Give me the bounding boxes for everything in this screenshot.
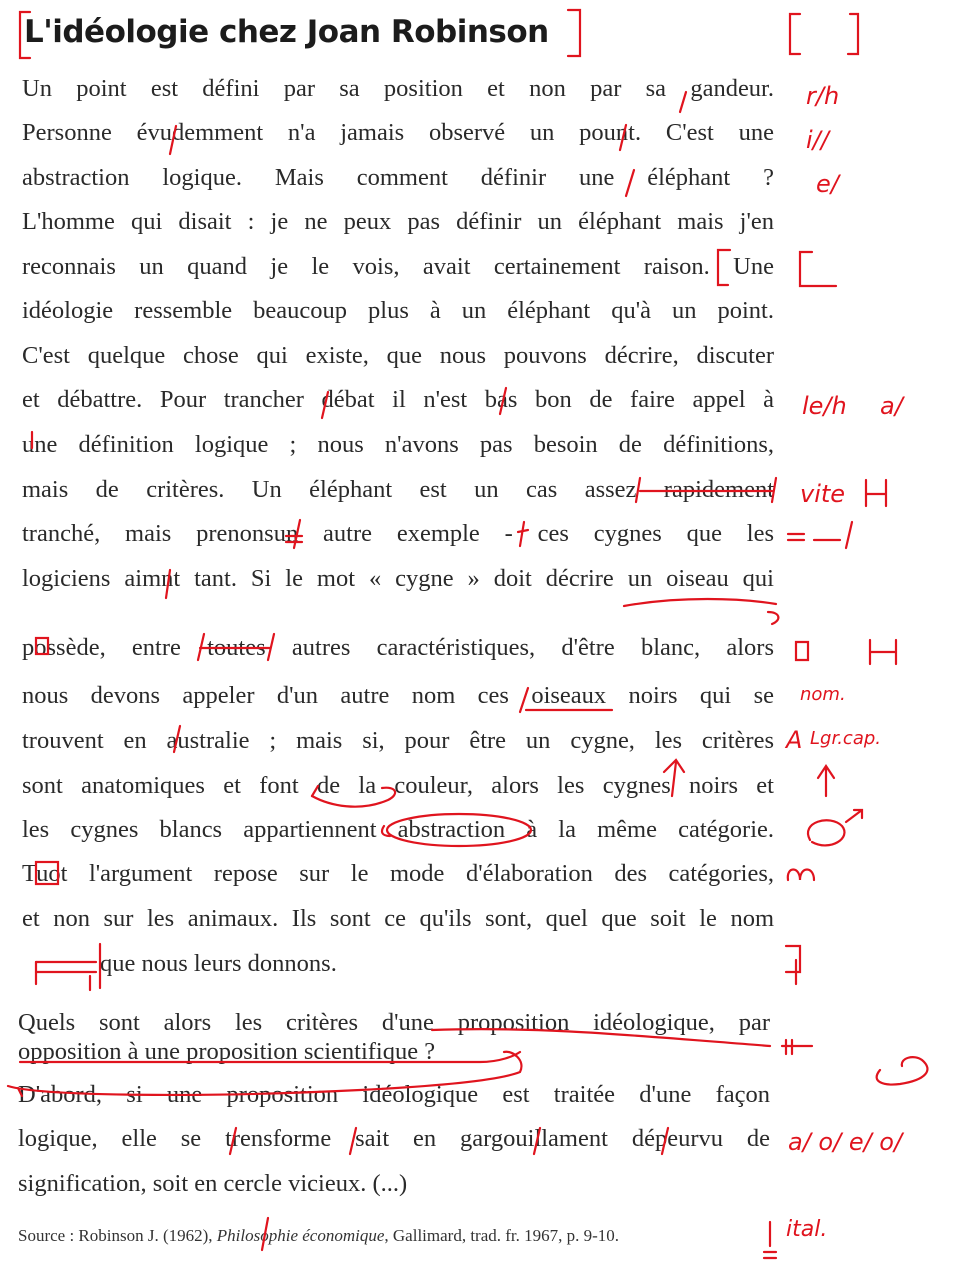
text-line: possède, entre toutes autres caractéristiques, d'être blanc, alors bbox=[22, 634, 774, 661]
margin-bracket-right bbox=[848, 14, 858, 54]
margin-note: ital. bbox=[786, 1217, 828, 1242]
text-line: les cygnes blancs appartiennent abstraction à la même catégorie. bbox=[22, 816, 774, 843]
text-line: logique, elle se trensforme sait en gargouillament dépeurvu de bbox=[18, 1125, 770, 1152]
text-line: reconnais un quand je le vois, avait certainement raison. Une bbox=[22, 253, 774, 280]
text-line: tranché, mais prenonsun autre exemple - ces cygnes que les bbox=[22, 520, 774, 547]
margin-note: e/ bbox=[816, 170, 839, 198]
text-line: Personne évudemment n'a jamais observé un pount. C'est une bbox=[22, 119, 774, 146]
text-line: une définition logique ; nous n'avons pas besoin de définitions, bbox=[22, 431, 774, 458]
text-line: signification, soit en cercle vicieux. (...) bbox=[18, 1170, 408, 1197]
text-line: Tuot l'argument repose sur le mode d'élaboration des catégories, bbox=[22, 860, 774, 887]
margin-note: i// bbox=[806, 126, 829, 154]
text-line: L'homme qui disait : je ne peux pas définir un éléphant mais j'en bbox=[22, 208, 774, 235]
margin-note: a/ bbox=[880, 392, 903, 420]
text-line: nous devons appeler d'un autre nom ces oiseaux noirs qui se bbox=[22, 682, 774, 709]
text-line: mais de critères. Un éléphant est un cas assez rapidement bbox=[22, 476, 774, 503]
text-line: Un point est défini par sa position et non par sa gandeur. bbox=[22, 75, 774, 102]
title-bracket-right bbox=[568, 10, 580, 56]
text-line: idéologie ressemble beaucoup plus à un éléphant qu'à un point. bbox=[22, 297, 774, 324]
text-line: logiciens aimnt tant. Si le mot « cygne » doit décrire un oiseau qui bbox=[22, 565, 774, 592]
margin-note: a/ o/ e/ o/ bbox=[788, 1128, 903, 1156]
text-line: abstraction logique. Mais comment définir une éléphant ? bbox=[22, 164, 774, 191]
page-title: L'idéologie chez Joan Robinson bbox=[24, 14, 549, 50]
margin-bracket-left bbox=[790, 14, 800, 54]
margin-note: vite bbox=[800, 480, 846, 508]
text-line: Quels sont alors les critères d'une proposition idéologique, par bbox=[18, 1009, 770, 1036]
margin-note: Lgr.cap. bbox=[810, 728, 881, 749]
text-line: C'est quelque chose qui existe, que nous pouvons décrire, discuter bbox=[22, 342, 774, 369]
margin-note: nom. bbox=[800, 684, 846, 705]
margin-note: le/h bbox=[802, 392, 847, 420]
text-line: sont anatomiques et font de la couleur, alors les cygnes noirs et bbox=[22, 772, 774, 799]
source-title: Philosophie économique bbox=[216, 1226, 385, 1245]
text-line: et débattre. Pour trancher débat il n'est bas bon de faire appel à bbox=[22, 386, 774, 413]
margin-note: A bbox=[786, 726, 803, 754]
text-line: trouvent en australie ; mais si, pour être un cygne, les critères bbox=[22, 727, 774, 754]
text-line: opposition à une proposition scientifique ? bbox=[18, 1038, 436, 1065]
margin-note: r/h bbox=[806, 82, 840, 110]
text-line: D'abord, si une proposition idéologique est traitée d'une façon bbox=[18, 1081, 770, 1108]
margin-paragraph-mark bbox=[800, 252, 836, 286]
source-prefix: Source : Robinson J. (1962), bbox=[18, 1226, 217, 1245]
source-suffix: , Gallimard, trad. fr. 1967, p. 9-10. bbox=[384, 1226, 620, 1245]
text-line: que nous leurs donnons. bbox=[100, 950, 337, 977]
source-citation bbox=[18, 1226, 619, 1246]
text-line: et non sur les animaux. Ils sont ce qu'ils sont, quel que soit le nom bbox=[22, 905, 774, 932]
